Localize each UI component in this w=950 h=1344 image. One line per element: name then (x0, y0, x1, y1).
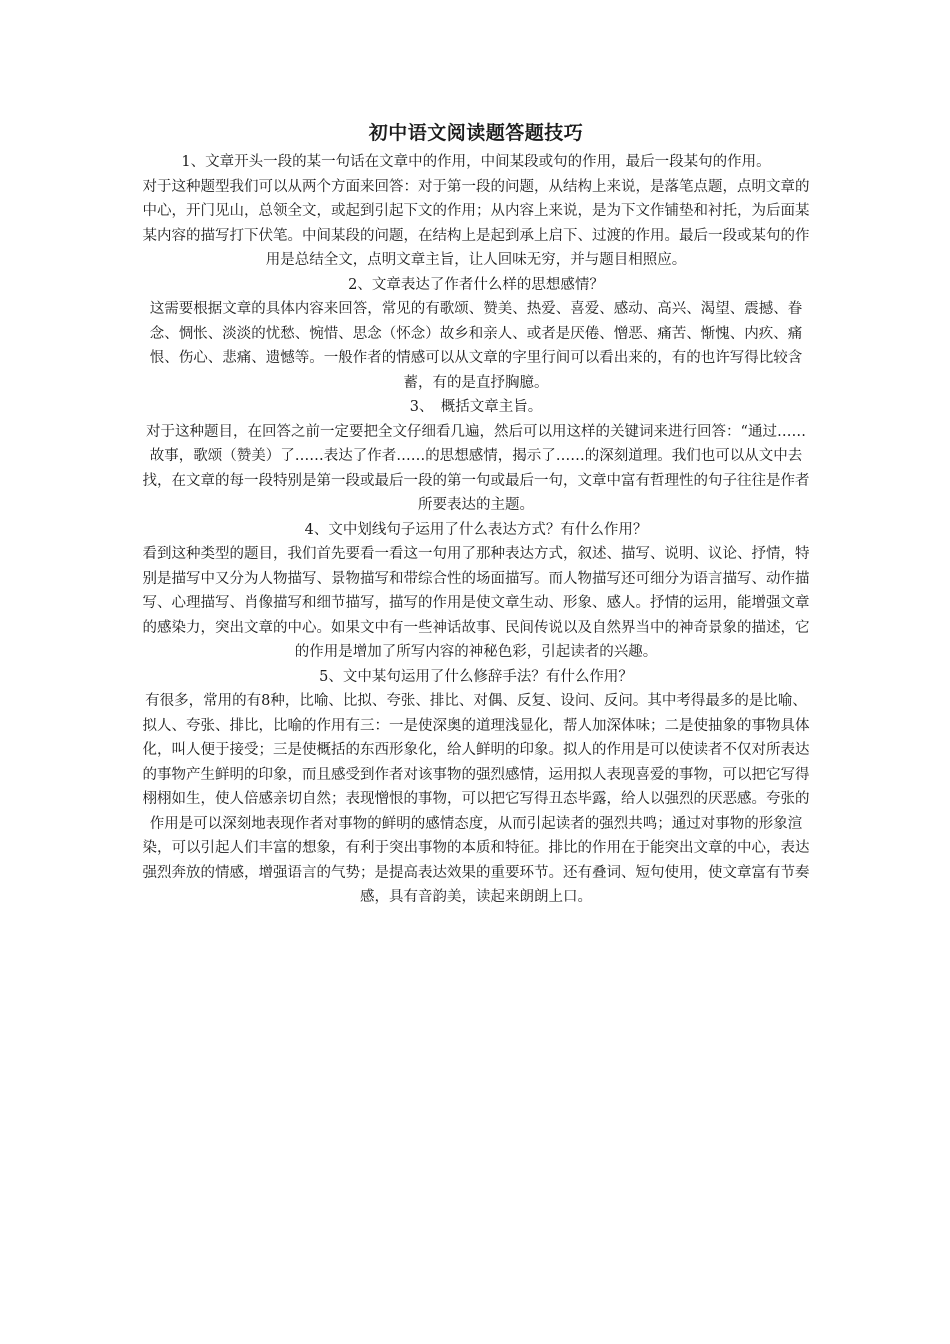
section-3 (142, 395, 821, 518)
section-body: 对于这种题型我们可以从两个方面来回答：对于第一段的问题，从结构上来说，是落笔点题，点明文章的中心，开门见山，总领全文，或起到引起下文的作用；从内容上来说，是为下文作铺垫和衬托，为后面某某内容的描写打下伏笔。中间某段的问题，在结构上是起到承上启下、过渡的作用。最后一段或某句的作用是总结全文，点明文章主旨，让人回味无穷，并与题目相照应。 (142, 178, 810, 268)
section-heading: 5、文中某句运用了什么修辞手法？有什么作用？ (319, 668, 633, 685)
section-body: 这需要根据文章的具体内容来回答，常见的有歌颂、赞美、热爱、喜爱、感动、高兴、渴望、震撼、眷念、惆怅、淡淡的忧愁、惋惜、思念（怀念）故乡和亲人、或者是厌倦、憎恶、痛苦、惭愧、内疚、痛恨、伤心、悲痛、遗憾等。一般作者的情感可以从文章的字里行间可以看出来的，有的也许写得比较含蓄，有的是直抒胸臆。 (149, 301, 803, 391)
document-title: 初中语文阅读题答题技巧 (368, 122, 584, 144)
document-page (142, 118, 821, 910)
section-heading: 1、文章开头一段的某一句话在文章中的作用，中间某段或句的作用，最后一段某句的作用。 (181, 154, 771, 170)
section-heading: 2、文章表达了作者什么样的思想感情？ (348, 276, 604, 293)
section-1 (142, 150, 810, 273)
section-heading: 3、 概括文章主旨。 (409, 399, 543, 415)
section-4 (142, 518, 810, 665)
section-body: 对于这种题目，在回答之前一定要把全文仔细看几遍，然后可以用这样的关键词来进行回答：“通过…… 故事，歌颂（赞美）了……表达了作者……的思想感情，揭示了……的深刻道理。我们也可以从文中去找，在文章的每一段特别是第一段或最后一段的第一句或最后一句，文章中富有哲理性的句子往往是作者所要表达的主题。 (142, 423, 821, 513)
section-2 (142, 273, 810, 396)
section-body: 有很多，常用的有8种，比喻、比拟、夸张、排比、对偶、反复、设问、反问。其中考得最多的是比喻、拟人、夸张、排比，比喻的作用有三：一是使深奥的道理浅显化，帮人加深体味；二是使抽象的事物具体化，叫人便于接受；三是使概括的东西形象化，给人鲜明的印象。拟人的作用是可以使读者不仅对所表达的事物产生鲜明的印象，而且感受到作者对该事物的强烈感情，运用拟人表现喜爱的事物，可以把它写得栩栩如生，使人倍感亲切自然；表现憎恨的事物，可以把它写得丑态毕露，给人以强烈的厌恶感。夸张的作用是可以深刻地表现作者对事物的鲜明的感情态度，从而引起读者的强烈共鸣；通过对事物的形象渲染，可以引起人们丰富的想象，有利于突出事物的本质和特征。排比的作用在于能突出文章的中心，表达强烈奔放的情感，增强语言的气势；是提高表达效果的重要环节。还有叠词、短句使用，使文章富有节奏感，具有音韵美，读起来朗朗上口。 (142, 693, 810, 905)
section-5 (142, 665, 810, 910)
section-body: 看到这种类型的题目，我们首先要看一看这一句用了那种表达方式，叙述、描写、说明、议论、抒情，特别是描写中又分为人物描写、景物描写和带综合性的场面描写。而人物描写还可细分为语言描写、动作描写、心理描写、肖像描写和细节描写，描写的作用是使文章生动、形象、感人。抒情的运用，能增强文章的感染力，突出文章的中心。如果文中有一些神话故事、民间传说以及自然界当中的神奇景象的描述，它的作用是增加了所写内容的神秘色彩，引起读者的兴趣。 (142, 546, 810, 660)
section-heading: 4、文中划线句子运用了什么表达方式？有什么作用？ (304, 521, 648, 538)
